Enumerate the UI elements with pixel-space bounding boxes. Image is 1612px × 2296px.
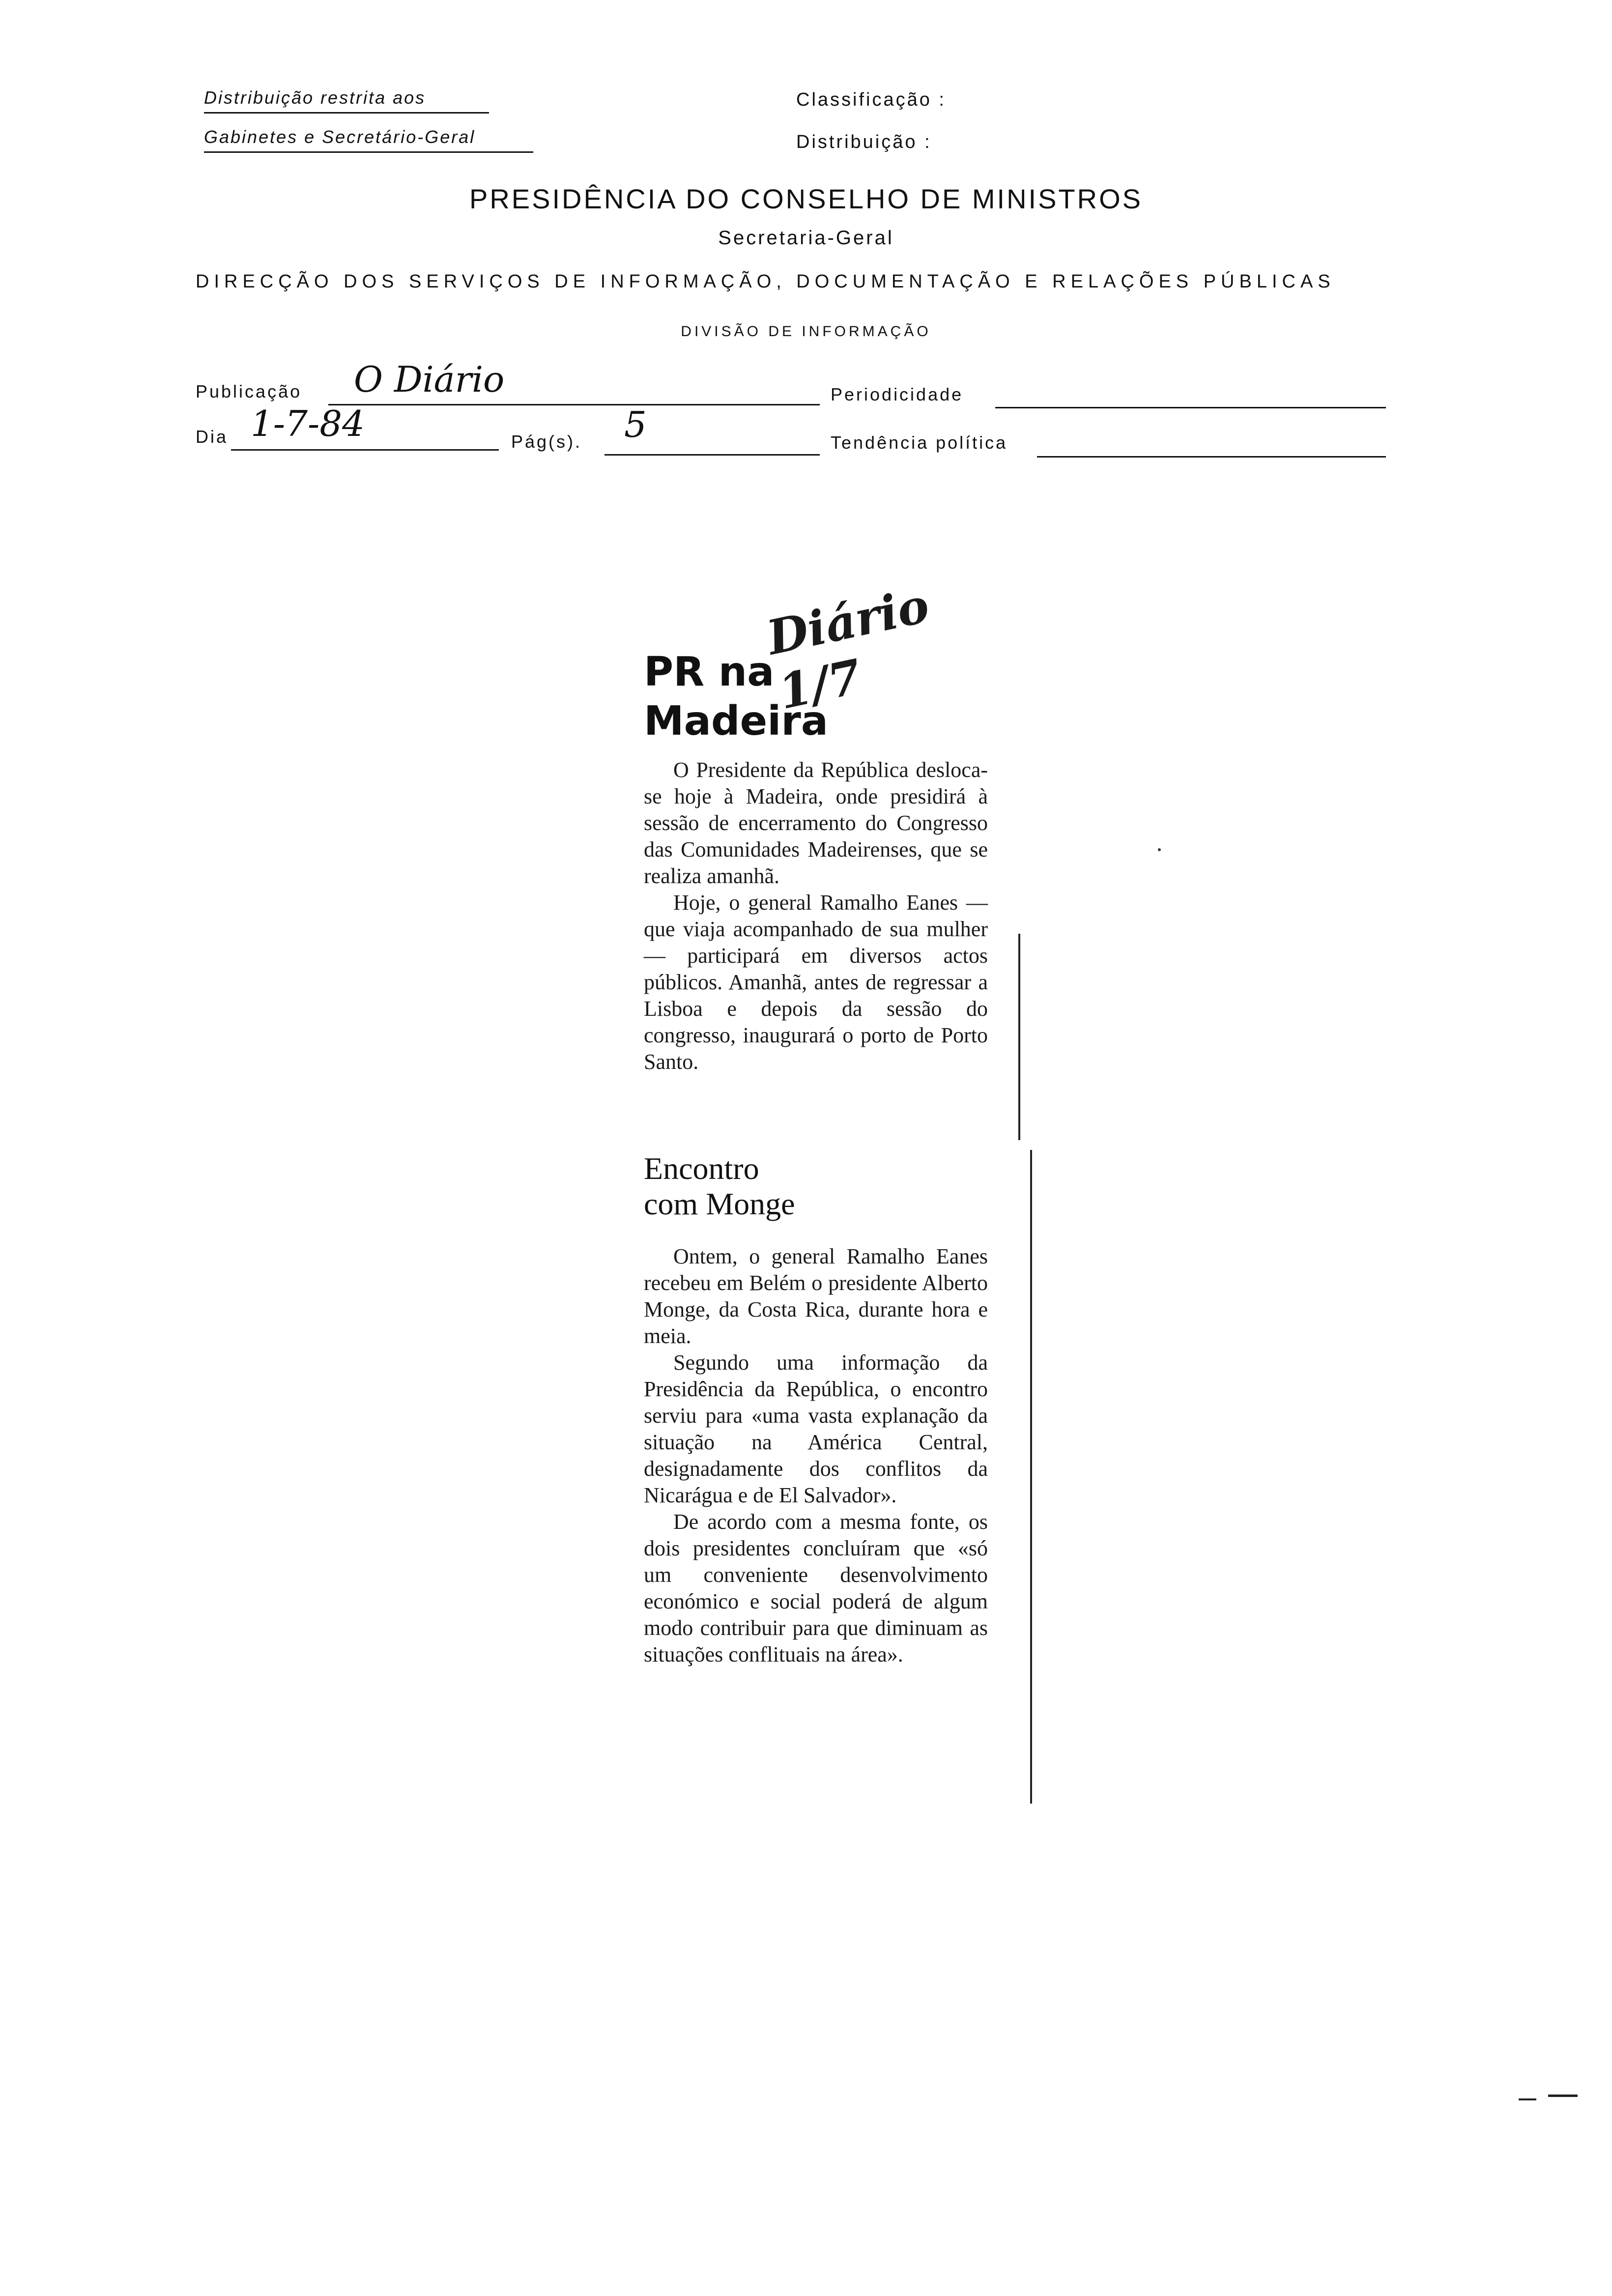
- distribution-underline-1: [204, 112, 489, 114]
- publication-value: O Diário: [354, 359, 505, 400]
- day-line: [231, 449, 499, 451]
- distribution-note-line1: Distribuição restrita aos: [204, 87, 426, 108]
- scan-speck: [1158, 848, 1161, 851]
- handwritten-annotation: Diário 1/7: [762, 577, 934, 720]
- clipping-subhead-line1: Encontro: [644, 1151, 759, 1186]
- clipping-headline-line2: Madeira: [644, 698, 829, 745]
- clipping-paragraph: O Presidente da República desloca-se hoje à Madeira, onde presidirá à sessão de encerramento do Congresso das Comunidades Madeirenses, que se realiza amanhã.: [644, 758, 988, 888]
- clipping-section-1: [644, 757, 988, 1075]
- day-label: Dia: [196, 427, 229, 447]
- letterhead-directorate: DIRECÇÃO DOS SERVIÇOS DE INFORMAÇÃO, DOCUMENTAÇÃO E RELAÇÕES PÚBLICAS: [196, 271, 1335, 292]
- day-value: 1-7-84: [251, 403, 365, 444]
- periodicity-label: Periodicidade: [831, 384, 964, 404]
- clipping-paragraph: De acordo com a mesma fonte, os dois presidentes concluíram que «só um conveniente desenvolvimento económico e social poderá de algum modo contribuir para que diminuam as situações conflituais na área».: [644, 1510, 988, 1666]
- political-tendency-label: Tendência política: [831, 432, 1008, 453]
- distribution-note-line2: Gabinetes e Secretário-Geral: [204, 127, 476, 147]
- column-rule-1: [1018, 934, 1020, 1140]
- column-rule-2: [1030, 1150, 1032, 1804]
- pages-value: 5: [624, 404, 647, 445]
- pages-line: [604, 454, 820, 456]
- clipping-subhead-line2: com Monge: [644, 1186, 795, 1221]
- letterhead-subtitle: Secretaria-Geral: [718, 227, 894, 249]
- clipping-paragraph: Segundo uma informação da Presidência da República, o encontro serviu para «uma vasta explanação da situação na América Central, designadamente dos conflitos da Nicarágua e de El Salvador».: [644, 1350, 988, 1507]
- letterhead-title: PRESIDÊNCIA DO CONSELHO DE MINISTROS: [469, 183, 1143, 214]
- classification-label: Classificação :: [796, 89, 946, 110]
- distribution-underline-2: [204, 151, 533, 153]
- periodicity-line: [995, 407, 1386, 408]
- letterhead-division: DIVISÃO DE INFORMAÇÃO: [681, 323, 931, 340]
- distribution-label: Distribuição :: [796, 132, 932, 152]
- clipping-headline-line1: PR na: [644, 649, 775, 695]
- publication-label: Publicação: [196, 381, 302, 402]
- political-tendency-line: [1037, 456, 1386, 458]
- clipping-paragraph: Hoje, o general Ramalho Eanes — que viaja acompanhado de sua mulher — participará em diversos actos públicos. Amanhã, antes de regressar a Lisboa e depois da sessão do congresso, inaugurará o porto de Porto Santo.: [644, 890, 988, 1074]
- scan-speck: [1548, 2095, 1578, 2097]
- clipping-section-2: [644, 1243, 988, 1668]
- scan-speck: [1519, 2098, 1536, 2100]
- publication-line: [328, 404, 820, 405]
- pages-label: Pág(s).: [511, 431, 582, 452]
- clipping-paragraph: Ontem, o general Ramalho Eanes recebeu em Belém o presidente Alberto Monge, da Costa Rica, durante hora e meia.: [644, 1244, 988, 1348]
